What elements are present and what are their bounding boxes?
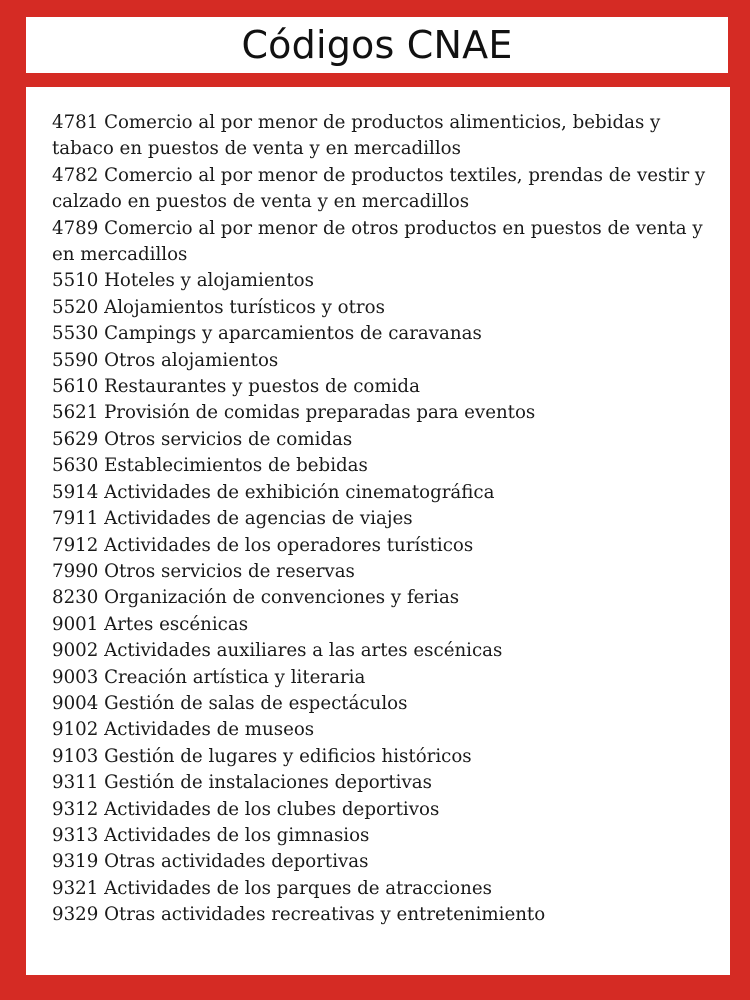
cnae-code-item: 4781 Comercio al por menor de productos alimenticios, bebidas y tabaco en puestos de venta y en mercadillos bbox=[52, 112, 661, 160]
cnae-code-item: 5530 Campings y aparcamientos de caravanas bbox=[52, 323, 482, 345]
cnae-code-item: 9329 Otras actividades recreativas y entretenimiento bbox=[52, 904, 546, 926]
cnae-code-item: 9003 Creación artística y literaria bbox=[52, 666, 366, 688]
cnae-code-item: 7911 Actividades de agencias de viajes bbox=[52, 508, 413, 530]
cnae-code-item: 4782 Comercio al por menor de productos textiles, prendas de vestir y calzado en puestos de venta y en mercadillos bbox=[52, 164, 706, 213]
cnae-code-item: 5590 Otros alojamientos bbox=[52, 349, 279, 371]
cnae-code-item: 5621 Provisión de comidas preparadas para eventos bbox=[52, 402, 536, 424]
cnae-code-item: 9004 Gestión de salas de espectáculos bbox=[52, 692, 408, 714]
cnae-code-item: 9312 Actividades de los clubes deportivos bbox=[52, 798, 440, 820]
cnae-code-item: 9002 Actividades auxiliares a las artes escénicas bbox=[52, 640, 503, 662]
title-panel bbox=[26, 17, 728, 73]
cnae-code-item: 9102 Actividades de museos bbox=[52, 719, 315, 741]
cnae-code-item: 9319 Otras actividades deportivas bbox=[52, 851, 369, 873]
cnae-code-item: 9321 Actividades de los parques de atracciones bbox=[52, 877, 492, 899]
cnae-code-item: 7912 Actividades de los operadores turísticos bbox=[52, 534, 474, 556]
cnae-code-item: 9103 Gestión de lugares y edificios históricos bbox=[52, 745, 472, 767]
page-title: Códigos CNAE bbox=[241, 23, 513, 67]
cnae-code-item: 8230 Organización de convenciones y ferias bbox=[52, 587, 460, 609]
cnae-code-item: 5510 Hoteles y alojamientos bbox=[52, 270, 314, 292]
cnae-code-item: 5629 Otros servicios de comidas bbox=[52, 428, 353, 450]
cnae-code-item: 5610 Restaurantes y puestos de comida bbox=[52, 376, 420, 398]
cnae-code-item: 5520 Alojamientos turísticos y otros bbox=[52, 296, 385, 318]
cnae-code-item: 9311 Gestión de instalaciones deportivas bbox=[52, 772, 432, 794]
codes-panel bbox=[26, 87, 730, 975]
cnae-code-item: 7990 Otros servicios de reservas bbox=[52, 560, 355, 582]
cnae-code-item: 5630 Establecimientos de bebidas bbox=[52, 455, 368, 477]
cnae-code-item: 9313 Actividades de los gimnasios bbox=[52, 824, 370, 846]
cnae-code-item: 5914 Actividades de exhibición cinematográfica bbox=[52, 481, 495, 503]
cnae-code-list bbox=[26, 87, 730, 929]
cnae-code-item: 9001 Artes escénicas bbox=[52, 613, 249, 635]
cnae-code-item: 4789 Comercio al por menor de otros productos en puestos de venta y en mercadillos bbox=[52, 217, 703, 266]
